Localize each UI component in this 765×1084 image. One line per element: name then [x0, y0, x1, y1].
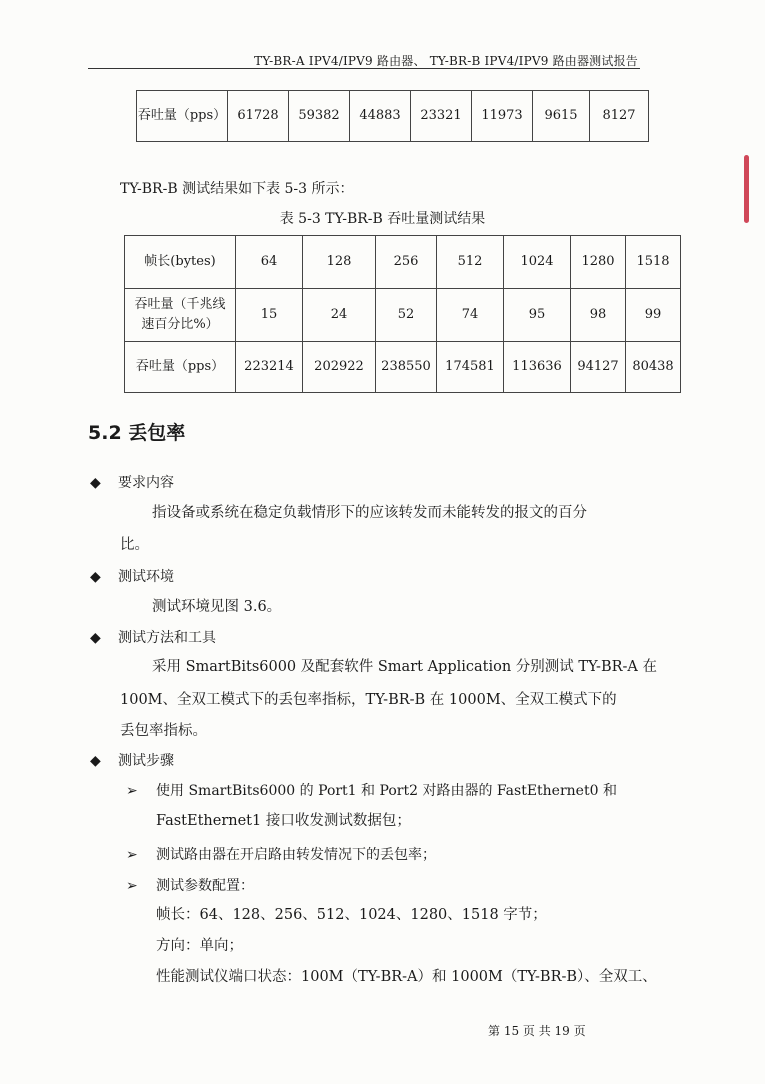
table-cell: 95: [504, 289, 571, 342]
bullet-item: [90, 566, 174, 586]
arrow-bullet-icon: ➢: [126, 783, 138, 799]
paragraph: 测试环境见图 3.6。: [152, 599, 282, 615]
table-row: [125, 342, 681, 393]
table-cell: 223214: [236, 342, 303, 393]
paragraph: 100M、全双工模式下的丢包率指标，TY-BR-B 在 1000M、全双工模式下的: [120, 692, 617, 708]
bullet-item: [90, 750, 174, 770]
row-label-line: 吞吐量（千兆线: [134, 297, 226, 312]
table-cell: 64: [236, 236, 303, 289]
paragraph: 方向：单向；: [156, 938, 243, 954]
table-cell: 99: [626, 289, 681, 342]
paragraph: 性能测试仪端口状态：100M（TY-BR-A）和 1000M（TY-BR-B）、全双工、: [156, 969, 657, 985]
bullet-label: 测试方法和工具: [118, 630, 216, 646]
table-cell: 61728: [228, 91, 289, 142]
table-cell: 1518: [626, 236, 681, 289]
table-cell: 8127: [590, 91, 649, 142]
table-row: [125, 236, 681, 289]
row-label: [125, 289, 236, 342]
step-text: 测试参数配置：: [156, 878, 254, 894]
table-cell: 9615: [533, 91, 590, 142]
table-cell: 238550: [376, 342, 437, 393]
table-cell: 1024: [504, 236, 571, 289]
margin-mark: [744, 155, 749, 223]
table-cell: 98: [571, 289, 626, 342]
table-cell: 23321: [411, 91, 472, 142]
throughput-table-continued: [136, 90, 649, 142]
row-label: 帧长(bytes): [125, 236, 236, 289]
row-label: 吞吐量（pps）: [137, 91, 228, 142]
table-cell: 74: [437, 289, 504, 342]
arrow-bullet-icon: ➢: [126, 847, 138, 863]
table-cell: 202922: [303, 342, 376, 393]
step-text: 测试路由器在开启路由转发情况下的丢包率；: [156, 847, 436, 863]
bullet-item: [90, 627, 216, 647]
diamond-bullet-icon: ◆: [90, 753, 101, 769]
diamond-bullet-icon: ◆: [90, 630, 101, 646]
paragraph: 帧长：64、128、256、512、1024、1280、1518 字节；: [156, 907, 547, 923]
table-cell: 94127: [571, 342, 626, 393]
table-cell: 512: [437, 236, 504, 289]
table-cell: 44883: [350, 91, 411, 142]
row-label-line: 速百分比%）: [141, 317, 219, 332]
header-rule: [88, 68, 640, 69]
table-cell: 52: [376, 289, 437, 342]
row-label: 吞吐量（pps）: [125, 342, 236, 393]
step-item: [126, 875, 254, 895]
paragraph: 丢包率指标。: [120, 723, 207, 739]
table-row: [137, 91, 649, 142]
table-row: [125, 289, 681, 342]
step-text: 使用 SmartBits6000 的 Port1 和 Port2 对路由器的 FastEthernet0 和: [156, 783, 617, 799]
step-item: [126, 844, 436, 864]
table-cell: 80438: [626, 342, 681, 393]
step-item: [126, 780, 617, 800]
table-cell: 15: [236, 289, 303, 342]
page-number: 第 15 页 共 19 页: [488, 1024, 586, 1038]
diamond-bullet-icon: ◆: [90, 475, 101, 491]
table-caption: 表 5-3 TY-BR-B 吞吐量测试结果: [279, 211, 486, 227]
page-header: TY-BR-A IPV4/IPV9 路由器、 TY-BR-B IPV4/IPV9 路由器测试报告: [254, 54, 638, 68]
section-title: 5.2 丢包率: [88, 422, 186, 444]
diamond-bullet-icon: ◆: [90, 569, 101, 585]
paragraph: FastEthernet1 接口收发测试数据包；: [156, 813, 411, 829]
table-cell: 24: [303, 289, 376, 342]
table-cell: 11973: [472, 91, 533, 142]
table-cell: 256: [376, 236, 437, 289]
paragraph: 采用 SmartBits6000 及配套软件 Smart Application 分别测试 TY-BR-A 在: [152, 659, 657, 675]
table-cell: 1280: [571, 236, 626, 289]
paragraph: 指设备或系统在稳定负载情形下的应该转发而未能转发的报文的百分: [152, 505, 587, 521]
table-cell: 113636: [504, 342, 571, 393]
paragraph: 比。: [120, 537, 149, 553]
table-cell: 128: [303, 236, 376, 289]
bullet-label: 测试步骤: [118, 753, 174, 769]
table-cell: 59382: [289, 91, 350, 142]
bullet-item: [90, 472, 174, 492]
intro-text: TY-BR-B 测试结果如下表 5-3 所示：: [120, 181, 354, 197]
bullet-label: 测试环境: [118, 569, 174, 585]
throughput-table-5-3: [124, 235, 681, 393]
table-cell: 174581: [437, 342, 504, 393]
bullet-label: 要求内容: [118, 475, 174, 491]
arrow-bullet-icon: ➢: [126, 878, 138, 894]
